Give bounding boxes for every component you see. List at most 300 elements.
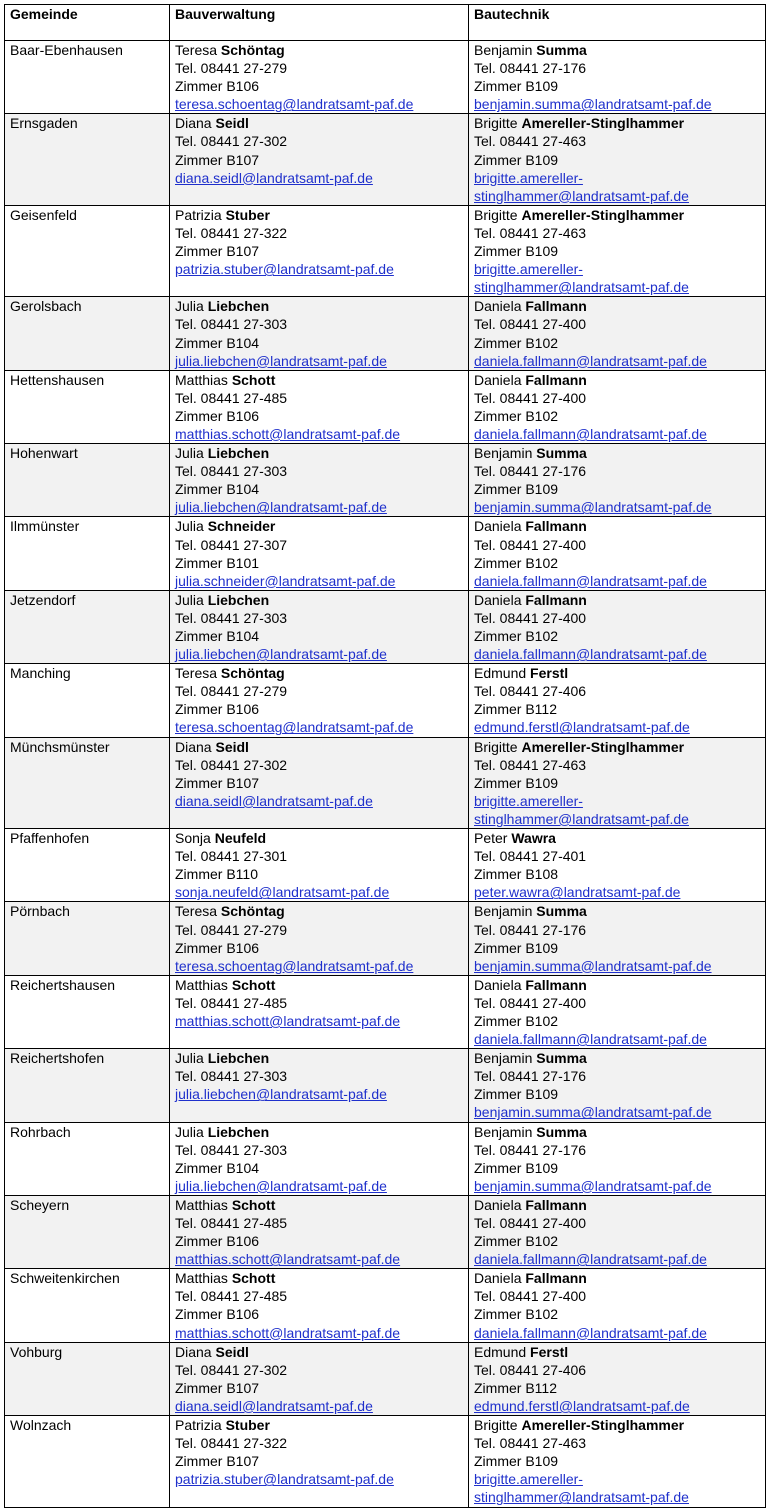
contact-name: [175, 1416, 464, 1434]
contact-name: [474, 591, 761, 609]
contact-name: [175, 1196, 464, 1214]
table-row: [5, 297, 766, 370]
contact-first-name: Daniela: [474, 298, 522, 315]
contact-first-name: Julia: [175, 1050, 204, 1067]
table-row: [5, 1049, 766, 1122]
table-row: [5, 1416, 766, 1507]
gemeinde-cell: Baar-Ebenhausen: [5, 41, 170, 114]
contact-email-link[interactable]: diana.seidl@landratsamt-paf.de: [175, 169, 373, 186]
table-body: [5, 41, 766, 1508]
table-row: [5, 1342, 766, 1415]
contact-room: Zimmer B102: [474, 1233, 559, 1250]
gemeinde-cell: Ilmmünster: [5, 517, 170, 590]
contact-room: Zimmer B102: [474, 628, 559, 644]
gemeinde-cell: Münchsmünster: [5, 737, 170, 828]
contact-last-name: Liebchen: [207, 1123, 270, 1140]
bauverwaltung-cell: [170, 205, 469, 296]
contact-last-name: Schöntag: [220, 665, 285, 682]
table-row: [5, 975, 766, 1048]
contact-email-link[interactable]: teresa.schoentag@landratsamt-paf.de: [175, 957, 414, 974]
contact-email-link[interactable]: teresa.schoentag@landratsamt-paf.de: [175, 719, 414, 736]
contact-room: Zimmer B101: [175, 554, 260, 571]
contact-email-link[interactable]: benjamin.summa@landratsamt-paf.de: [474, 1104, 712, 1121]
contact-first-name: Daniela: [474, 1270, 522, 1287]
contact-name: [474, 829, 761, 847]
bautechnik-cell: [469, 370, 766, 443]
contact-last-name: Schneider: [207, 518, 276, 535]
contact-email-link[interactable]: matthias.schott@landratsamt-paf.de: [175, 425, 401, 442]
contact-last-name: Stuber: [225, 1417, 270, 1434]
contact-phone: Tel. 08441 27-302: [175, 1361, 288, 1378]
contact-last-name: Amereller-Stinglhammer: [521, 738, 685, 755]
contact-room: Zimmer B109: [474, 78, 559, 95]
bautechnik-cell: [469, 205, 766, 296]
contact-last-name: Schöntag: [220, 42, 285, 58]
bautechnik-cell: [469, 590, 766, 663]
contact-email-link[interactable]: benjamin.summa@landratsamt-paf.de: [474, 957, 712, 974]
contact-phone: Tel. 08441 27-176: [474, 921, 587, 938]
contact-first-name: Edmund: [474, 665, 527, 682]
gemeinde-cell: Hohenwart: [5, 444, 170, 517]
contact-room: Zimmer B102: [474, 1306, 559, 1323]
contact-phone: Tel. 08441 27-279: [175, 921, 288, 938]
contact-last-name: Ferstl: [530, 665, 569, 682]
contact-email-link[interactable]: daniela.fallmann@landratsamt-paf.de: [474, 572, 707, 589]
bautechnik-cell: [469, 517, 766, 590]
contact-name: [175, 297, 464, 315]
contact-name: [474, 738, 761, 756]
contact-last-name: Fallmann: [525, 298, 587, 315]
contact-name: [474, 1049, 761, 1067]
bauverwaltung-cell: [170, 297, 469, 370]
contact-phone: Tel. 08441 27-401: [474, 848, 587, 865]
contact-name: [474, 1123, 761, 1141]
contact-last-name: Fallmann: [525, 518, 587, 535]
gemeinde-cell: Manching: [5, 664, 170, 737]
contact-first-name: Julia: [175, 445, 204, 462]
contact-phone: Tel. 08441 27-302: [175, 756, 288, 773]
contact-room: Zimmer B102: [474, 407, 559, 424]
contact-last-name: Schott: [231, 1196, 276, 1213]
bauverwaltung-cell: [170, 975, 469, 1048]
contact-last-name: Schott: [231, 1270, 276, 1287]
contact-email-link[interactable]: julia.liebchen@landratsamt-paf.de: [175, 646, 387, 663]
contact-email-link[interactable]: stinglhammer@landratsamt-paf.de: [474, 279, 689, 296]
contact-phone: Tel. 08441 27-303: [175, 609, 288, 626]
contact-last-name: Liebchen: [207, 298, 270, 315]
contact-room: Zimmer B112: [474, 701, 557, 718]
gemeinde-cell: Gerolsbach: [5, 297, 170, 370]
bauverwaltung-cell: [170, 1049, 469, 1122]
contact-room: Zimmer B104: [175, 1159, 260, 1176]
contact-phone: Tel. 08441 27-322: [175, 224, 288, 241]
contact-phone: Tel. 08441 27-463: [474, 224, 587, 241]
bautechnik-cell: [469, 41, 766, 114]
table-row: [5, 205, 766, 296]
contact-email-link[interactable]: teresa.schoentag@landratsamt-paf.de: [175, 96, 414, 113]
contact-first-name: Julia: [175, 298, 204, 315]
contact-room: Zimmer B109: [474, 1159, 559, 1176]
contact-phone: Tel. 08441 27-303: [175, 1141, 288, 1158]
contact-first-name: Benjamin: [474, 445, 533, 462]
gemeinde-cell: Reichertshofen: [5, 1049, 170, 1122]
gemeinde-cell: Pfaffenhofen: [5, 829, 170, 902]
contact-name: [175, 206, 464, 224]
contact-room: Zimmer B107: [175, 243, 260, 260]
bauverwaltung-cell: [170, 444, 469, 517]
contact-first-name: Diana: [175, 1343, 212, 1360]
gemeinde-cell: Schweitenkirchen: [5, 1269, 170, 1342]
contact-first-name: Teresa: [175, 42, 218, 58]
contact-room: Zimmer B108: [474, 866, 559, 883]
contact-room: Zimmer B106: [175, 1233, 260, 1250]
contact-name: [474, 517, 761, 535]
bautechnik-cell: [469, 1342, 766, 1415]
contact-last-name: Summa: [536, 1050, 587, 1067]
contact-phone: Tel. 08441 27-400: [474, 994, 587, 1011]
contact-email-link[interactable]: daniela.fallmann@landratsamt-paf.de: [474, 646, 707, 663]
bautechnik-cell: [469, 975, 766, 1048]
contact-email-link[interactable]: brigitte.amereller-: [474, 792, 583, 809]
contact-phone: Tel. 08441 27-176: [474, 60, 587, 77]
contact-email-link[interactable]: julia.liebchen@landratsamt-paf.de: [175, 1177, 387, 1194]
table-row: [5, 1269, 766, 1342]
contact-room: Zimmer B109: [474, 774, 559, 791]
table-header-row: [5, 5, 766, 41]
contact-room: Zimmer B106: [175, 939, 260, 956]
contact-first-name: Daniela: [474, 371, 522, 388]
contact-last-name: Fallmann: [525, 591, 587, 608]
bauverwaltung-cell: [170, 1342, 469, 1415]
contact-first-name: Teresa: [175, 903, 218, 920]
contact-email-link[interactable]: julia.liebchen@landratsamt-paf.de: [175, 499, 387, 516]
contact-last-name: Neufeld: [214, 830, 267, 847]
bauverwaltung-cell: [170, 737, 469, 828]
contact-phone: Tel. 08441 27-322: [175, 1435, 288, 1452]
contact-first-name: Matthias: [175, 976, 228, 993]
gemeinde-cell: Jetzendorf: [5, 590, 170, 663]
bautechnik-cell: [469, 664, 766, 737]
contact-last-name: Wawra: [511, 830, 556, 847]
contact-room: Zimmer B109: [474, 243, 559, 260]
contact-first-name: Daniela: [474, 976, 522, 993]
bauverwaltung-cell: [170, 114, 469, 205]
contact-room: Zimmer B112: [474, 1379, 557, 1396]
contact-phone: Tel. 08441 27-400: [474, 536, 587, 553]
gemeinde-cell: Reichertshausen: [5, 975, 170, 1048]
contact-email-link[interactable]: matthias.schott@landratsamt-paf.de: [175, 1324, 401, 1341]
table-row: [5, 370, 766, 443]
header-gemeinde: Gemeinde: [5, 5, 170, 41]
contact-email-link[interactable]: julia.schneider@landratsamt-paf.de: [175, 572, 396, 589]
contact-email-link[interactable]: brigitte.amereller-: [474, 1471, 583, 1488]
contact-room: Zimmer B106: [175, 1306, 260, 1323]
contact-last-name: Seidl: [215, 115, 249, 132]
contact-phone: Tel. 08441 27-307: [175, 536, 288, 553]
bautechnik-cell: [469, 1195, 766, 1268]
table-row: [5, 590, 766, 663]
gemeinde-cell: Geisenfeld: [5, 205, 170, 296]
contact-room: Zimmer B102: [474, 554, 559, 571]
contact-first-name: Brigitte: [474, 1417, 518, 1434]
contact-name: [175, 902, 464, 920]
contact-last-name: Amereller-Stinglhammer: [521, 206, 685, 223]
contact-email-link[interactable]: benjamin.summa@landratsamt-paf.de: [474, 499, 712, 516]
contact-room: Zimmer B109: [474, 151, 559, 168]
contact-room: Zimmer B106: [175, 78, 260, 95]
contact-first-name: Julia: [175, 1123, 204, 1140]
contact-last-name: Liebchen: [207, 1050, 270, 1067]
contact-first-name: Matthias: [175, 371, 228, 388]
bauverwaltung-cell: [170, 829, 469, 902]
contact-name: [175, 1049, 464, 1067]
contact-phone: Tel. 08441 27-406: [474, 1361, 587, 1378]
bautechnik-cell: [469, 1049, 766, 1122]
contact-room: Zimmer B106: [175, 407, 260, 424]
contact-first-name: Edmund: [474, 1343, 527, 1360]
contact-name: [474, 297, 761, 315]
contact-name: [175, 1123, 464, 1141]
contact-name: [175, 517, 464, 535]
contact-room: Zimmer B109: [474, 1453, 559, 1470]
contact-name: [474, 206, 761, 224]
bauverwaltung-cell: [170, 902, 469, 975]
contact-phone: Tel. 08441 27-400: [474, 316, 587, 333]
header-bauverwaltung: Bauverwaltung: [170, 5, 469, 41]
gemeinde-cell: Wolnzach: [5, 1416, 170, 1507]
contact-first-name: Daniela: [474, 518, 522, 535]
contact-first-name: Daniela: [474, 1196, 522, 1213]
contact-first-name: Patrizia: [175, 1417, 222, 1434]
contact-first-name: Matthias: [175, 1196, 228, 1213]
contact-room: Zimmer B104: [175, 334, 260, 351]
gemeinde-cell: Rohrbach: [5, 1122, 170, 1195]
gemeinde-cell: Scheyern: [5, 1195, 170, 1268]
contact-email-link[interactable]: brigitte.amereller-: [474, 261, 583, 278]
contact-email-link[interactable]: daniela.fallmann@landratsamt-paf.de: [474, 352, 707, 369]
contact-last-name: Seidl: [215, 1343, 249, 1360]
contact-phone: Tel. 08441 27-176: [474, 1141, 587, 1158]
contact-name: [474, 114, 761, 132]
contact-email-link[interactable]: diana.seidl@landratsamt-paf.de: [175, 1397, 373, 1414]
contact-email-link[interactable]: brigitte.amereller-: [474, 169, 583, 186]
contact-last-name: Summa: [536, 445, 587, 462]
contact-table-wrapper: [4, 4, 766, 1508]
contact-name: [175, 664, 464, 682]
contact-last-name: Fallmann: [525, 1196, 587, 1213]
table-row: [5, 829, 766, 902]
contact-email-link[interactable]: benjamin.summa@landratsamt-paf.de: [474, 96, 712, 113]
contact-phone: Tel. 08441 27-400: [474, 1215, 587, 1231]
contact-last-name: Amereller-Stinglhammer: [521, 115, 685, 132]
contact-phone: Tel. 08441 27-463: [474, 133, 587, 150]
table-row: [5, 737, 766, 828]
contact-first-name: Brigitte: [474, 738, 518, 755]
table-row: [5, 664, 766, 737]
contact-phone: Tel. 08441 27-485: [175, 1288, 288, 1305]
contact-room: Zimmer B104: [175, 481, 260, 498]
contact-room: Zimmer B107: [175, 151, 260, 168]
gemeinde-cell: Hettenshausen: [5, 370, 170, 443]
contact-first-name: Benjamin: [474, 1050, 533, 1067]
contact-first-name: Daniela: [474, 591, 522, 608]
contact-name: [474, 41, 761, 59]
contact-email-link[interactable]: matthias.schott@landratsamt-paf.de: [175, 1012, 401, 1029]
contact-email-link[interactable]: sonja.neufeld@landratsamt-paf.de: [175, 884, 390, 901]
contact-name: [474, 1196, 761, 1214]
contact-phone: Tel. 08441 27-400: [474, 1288, 587, 1305]
bauverwaltung-cell: [170, 590, 469, 663]
contact-name: [175, 114, 464, 132]
contact-name: [175, 738, 464, 756]
contact-room: Zimmer B106: [175, 701, 260, 718]
contact-name: [474, 1343, 761, 1361]
gemeinde-cell: Vohburg: [5, 1342, 170, 1415]
bauverwaltung-cell: [170, 370, 469, 443]
contact-email-link[interactable]: julia.liebchen@landratsamt-paf.de: [175, 352, 387, 369]
contact-room: Zimmer B102: [474, 1012, 559, 1029]
gemeinde-cell: Ernsgaden: [5, 114, 170, 205]
contact-last-name: Fallmann: [525, 1270, 587, 1287]
table-row: [5, 1195, 766, 1268]
contact-first-name: Diana: [175, 738, 212, 755]
contact-email-link[interactable]: peter.wawra@landratsamt-paf.de: [474, 884, 681, 901]
bauverwaltung-cell: [170, 517, 469, 590]
contact-phone: Tel. 08441 27-176: [474, 463, 587, 480]
contact-phone: Tel. 08441 27-303: [175, 463, 288, 480]
bauverwaltung-cell: [170, 1122, 469, 1195]
contact-first-name: Julia: [175, 518, 204, 535]
contact-phone: Tel. 08441 27-400: [474, 609, 587, 626]
gemeinde-cell: Pörnbach: [5, 902, 170, 975]
contact-first-name: Matthias: [175, 1270, 228, 1287]
contact-name: [175, 1343, 464, 1361]
table-row: [5, 41, 766, 114]
table-row: [5, 1122, 766, 1195]
contact-last-name: Schott: [231, 371, 276, 388]
contact-first-name: Sonja: [175, 830, 211, 847]
contact-last-name: Stuber: [225, 206, 270, 223]
contact-phone: Tel. 08441 27-400: [474, 389, 587, 406]
bautechnik-cell: [469, 902, 766, 975]
contact-last-name: Schott: [231, 976, 276, 993]
contact-name: [474, 1416, 761, 1434]
contact-first-name: Benjamin: [474, 42, 533, 58]
table-row: [5, 902, 766, 975]
bautechnik-cell: [469, 114, 766, 205]
contact-room: Zimmer B110: [175, 866, 258, 883]
contact-name: [474, 902, 761, 920]
contact-email-link[interactable]: benjamin.summa@landratsamt-paf.de: [474, 1177, 712, 1194]
contact-phone: Tel. 08441 27-301: [175, 848, 288, 865]
contact-phone: Tel. 08441 27-303: [175, 316, 288, 333]
contact-name: [474, 1269, 761, 1287]
contact-last-name: Liebchen: [207, 445, 270, 462]
contact-phone: Tel. 08441 27-279: [175, 683, 288, 700]
contact-email-link[interactable]: daniela.fallmann@landratsamt-paf.de: [474, 1251, 707, 1268]
contact-email-link[interactable]: daniela.fallmann@landratsamt-paf.de: [474, 1324, 707, 1341]
contact-room: Zimmer B109: [474, 481, 559, 498]
contact-last-name: Schöntag: [220, 903, 285, 920]
contact-phone: Tel. 08441 27-463: [474, 756, 587, 773]
contact-email-link[interactable]: diana.seidl@landratsamt-paf.de: [175, 792, 373, 809]
contact-phone: Tel. 08441 27-279: [175, 60, 288, 77]
contact-first-name: Peter: [474, 830, 508, 847]
contact-room: Zimmer B104: [175, 628, 260, 644]
contact-email-link[interactable]: julia.liebchen@landratsamt-paf.de: [175, 1086, 387, 1103]
contact-phone: Tel. 08441 27-302: [175, 133, 288, 150]
contact-email-link[interactable]: daniela.fallmann@landratsamt-paf.de: [474, 1031, 707, 1048]
contact-phone: Tel. 08441 27-485: [175, 1215, 288, 1231]
contact-name: [474, 664, 761, 682]
bautechnik-cell: [469, 1416, 766, 1507]
contact-email-link[interactable]: stinglhammer@landratsamt-paf.de: [474, 1489, 689, 1506]
bautechnik-cell: [469, 444, 766, 517]
contact-name: [474, 444, 761, 462]
contact-phone: Tel. 08441 27-463: [474, 1435, 587, 1452]
contact-room: Zimmer B109: [474, 1086, 559, 1103]
contact-name: [175, 1269, 464, 1287]
bautechnik-cell: [469, 737, 766, 828]
contact-first-name: Benjamin: [474, 903, 533, 920]
contact-email-link[interactable]: daniela.fallmann@landratsamt-paf.de: [474, 425, 707, 442]
contact-phone: Tel. 08441 27-485: [175, 994, 288, 1011]
contact-email-link[interactable]: patrizia.stuber@landratsamt-paf.de: [175, 1471, 394, 1488]
contact-last-name: Ferstl: [530, 1343, 569, 1360]
contact-first-name: Patrizia: [175, 206, 222, 223]
contact-last-name: Amereller-Stinglhammer: [521, 1417, 685, 1434]
contact-last-name: Seidl: [215, 738, 249, 755]
bauverwaltung-cell: [170, 664, 469, 737]
bautechnik-cell: [469, 1269, 766, 1342]
contact-last-name: Summa: [536, 1123, 587, 1140]
contact-first-name: Diana: [175, 115, 212, 132]
contact-email-link[interactable]: edmund.ferstl@landratsamt-paf.de: [474, 1397, 690, 1414]
contact-first-name: Teresa: [175, 665, 218, 682]
contact-phone: Tel. 08441 27-176: [474, 1068, 587, 1085]
contact-first-name: Benjamin: [474, 1123, 533, 1140]
contact-name: [175, 371, 464, 389]
bautechnik-cell: [469, 829, 766, 902]
contact-name: [175, 591, 464, 609]
contact-phone: Tel. 08441 27-303: [175, 1068, 288, 1085]
contact-first-name: Julia: [175, 591, 204, 608]
table-row: [5, 517, 766, 590]
contact-table: [4, 4, 766, 1508]
contact-name: [474, 371, 761, 389]
contact-name: [175, 41, 464, 59]
contact-email-link[interactable]: matthias.schott@landratsamt-paf.de: [175, 1251, 401, 1268]
contact-first-name: Brigitte: [474, 206, 518, 223]
bauverwaltung-cell: [170, 1195, 469, 1268]
bautechnik-cell: [469, 297, 766, 370]
contact-phone: Tel. 08441 27-406: [474, 683, 587, 700]
contact-last-name: Fallmann: [525, 976, 587, 993]
contact-email-link[interactable]: stinglhammer@landratsamt-paf.de: [474, 810, 689, 827]
contact-phone: Tel. 08441 27-485: [175, 389, 288, 406]
contact-room: Zimmer B107: [175, 1379, 260, 1396]
bautechnik-cell: [469, 1122, 766, 1195]
contact-email-link[interactable]: edmund.ferstl@landratsamt-paf.de: [474, 719, 690, 736]
contact-room: Zimmer B102: [474, 334, 559, 351]
header-bautechnik: Bautechnik: [469, 5, 766, 41]
contact-email-link[interactable]: patrizia.stuber@landratsamt-paf.de: [175, 261, 394, 278]
contact-last-name: Summa: [536, 903, 587, 920]
contact-name: [175, 976, 464, 994]
contact-first-name: Brigitte: [474, 115, 518, 132]
contact-email-link[interactable]: stinglhammer@landratsamt-paf.de: [474, 187, 689, 204]
bauverwaltung-cell: [170, 41, 469, 114]
